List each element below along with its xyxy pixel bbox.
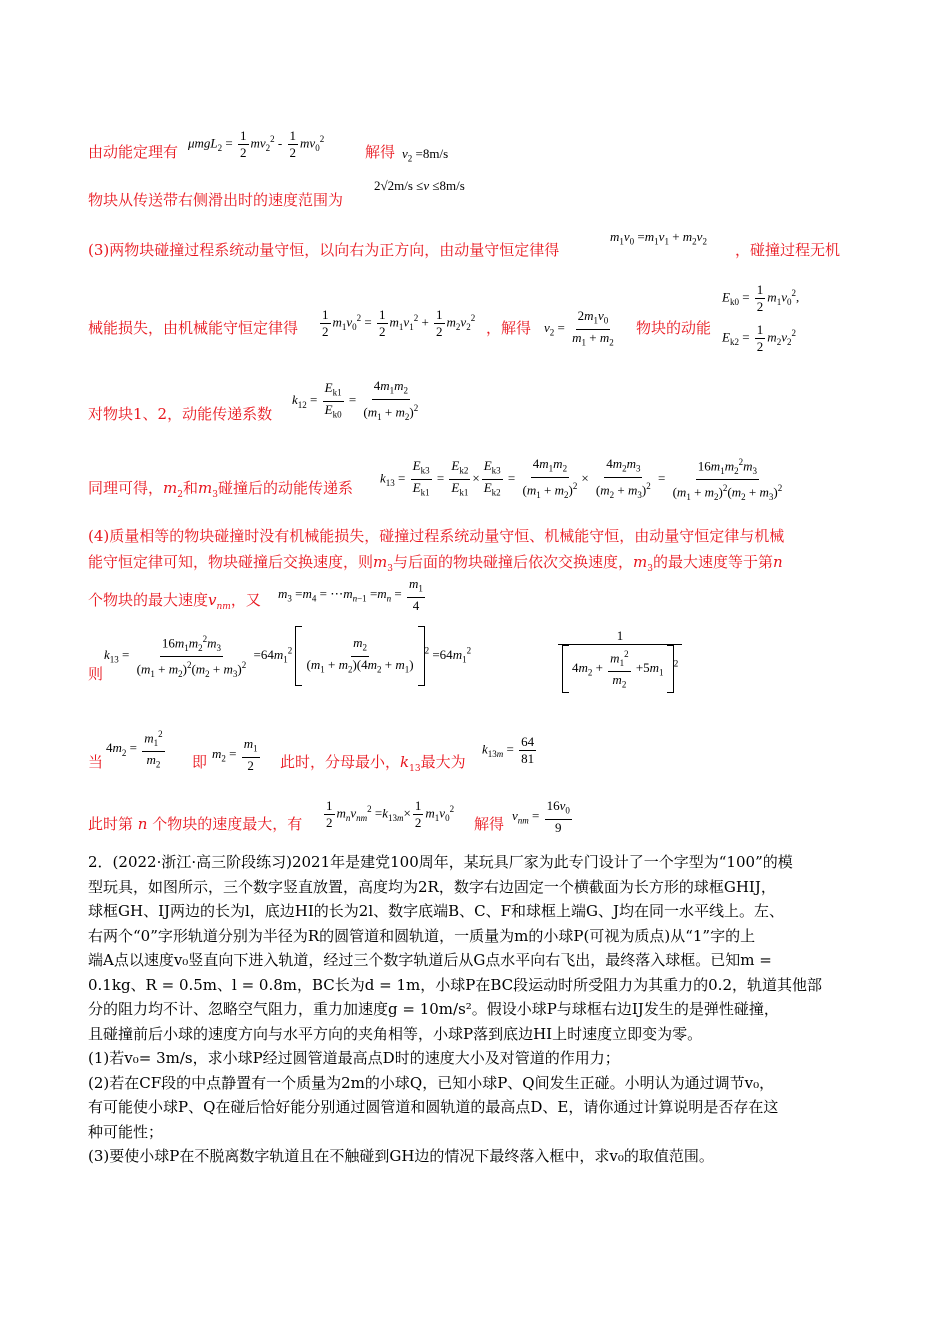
formula-ek2: $E_{k2}$ = $\frac{1}{2}$ $m_2v_2^2$ [722,322,796,354]
solution-part4-line3: 个物块的最大速度$v_{nm}$，又 [88,591,261,612]
solution-line-solve-velocity: 解得 [474,815,505,833]
solution-line-energy-solve: ，解得 [486,319,532,337]
solution-line-kinetic-solve: 解得 [365,143,396,161]
problem-2-line: 0.1kg、R = 0.5m、l = 0.8m，BC长为d = 1m，小球P在BC段运动时所受阻力为其重力的0.2，轨道其他部 [88,975,822,994]
problem-2-question-1: (1)若v₀= 3m/s，求小球P经过圆管道最高点D时的速度大小及对管道的作用力； [88,1049,620,1067]
formula-mass-chain: $m_3 =m_4$ = $\cdots m_{n-1} =m_n$ = $\frac{m_1}{4}$ [278,576,423,613]
solution-line-coefficient: 对物块1、2，动能传递系数 [88,405,273,423]
formula-m2-value: $m_2$ = $\frac{m_1}{2}$ [212,736,258,773]
formula-speed-range: 2√2m/s ≤v ≤8m/s [374,178,465,193]
problem-2-line: 右两个“0”字形轨道分别为半径为R的圆管道和圆轨道，一质量为m的小球P(可视为质点)从“1”字的上 [88,926,756,945]
problem-2-line: 分的阻力均不计、忽略空气阻力，重力加速度g = 10m/s²。假设小球P与球框右边IJ发生的是弹性碰撞， [88,1000,779,1018]
solution-line-kinetic-energy: 物块的动能 [636,319,712,337]
formula-k13-expanded: $k_{13}$ = $\frac{16m_1m_2^2m_3}{(m_1 + m_2)^2(m_2 + m_3)^2}$ $=64m_1^2$ $\frac{m_2}{(m_1 + m_2)(4m_2 + m_1)}$ $^2 =64m_1^2$ [104,626,471,686]
formula-energy-conservation: $\frac{1}{2}$ $m_1v_0^2$ = $\frac{1}{2}$ $m_1v_1^2$ + $\frac{1}{2}$ $m_2v_2^2$ [322,307,476,339]
problem-2-line: 球框GH、IJ两边的长为l，底边HI的长为2l、数字底端B、C、F和球框上端G、J均在同一水平线上。左、 [88,902,785,920]
formula-k13: $k_{13}$ = $\frac{E_{k3}}{E_{k1}}$ = $\frac{E_{k2}}{E_{k1}}$ × $\frac{E_{k3}}{E_{k2}}$ = $\frac{4m_1m_2}{(m_1 + m_2)^2}$ × $\frac{4m_2m_3}{(m_2 + m_3)^2}$ = $\frac{16m_1m_2^2m_3}{(m_1 + m_2)^2(m_2 + m_3)^2}$ [380,454,786,505]
problem-2-line: 2．(2022·浙江·高三阶段练习)2021年是建党100周年，某玩具厂家为此专门设计了一个字型为“100”的模 [88,853,793,871]
solution-part4-line1: (4)质量相等的物块碰撞时没有机械能损失，碰撞过程系统动量守恒、机械能守恒，由动量守恒定律与机械 [88,527,785,545]
solution-line-then: 则 [88,665,104,683]
formula-momentum: $m_1v_0 =m_1v_1 + m_2v_2$ [610,229,707,247]
solution-line-max-velocity: 此时第 n 个物块的速度最大，有 [88,815,303,833]
formula-max-velocity-energy: $\frac{1}{2}$ $m_nv_{nm}^2 =k_{13m}\times$ $\frac{1}{2}$ $m_1v_0^2$ [326,798,455,830]
problem-2-text [88,850,878,1169]
formula-kinetic-theorem: μmgL$_2$ = $\frac{1}{2}$ $mv_2^2$ - $\frac{1}{2}$ $mv_0^2$ [188,128,325,160]
problem-2-question-2: (2)若在CF段的中点静置有一个质量为2m的小球Q，已知小球P、Q间发生正碰。小明认为通过调节v₀， [88,1073,775,1092]
problem-2-line: 且碰撞前后小球的速度方向与水平方向的夹角相等，小球P落到底边HI上时速度立即变为零。 [88,1024,703,1043]
formula-v2-result: $v_2 =8m/s$ [402,146,449,164]
formula-v2-expression: $v_2$ = $\frac{2m_1v_0}{m_1 + m_2}$ [544,308,614,348]
solution-line-min-denominator: 此时，分母最小，$k_{13}$最大为 [280,753,466,774]
formula-vnm: $v_{nm}$ = $\frac{16v_0}{9}$ [512,798,570,835]
problem-2-line: 端A点以速度v₀竖直向下进入轨道，经过三个数字轨道后从G点水平向右飞出，最终落入球框。已知m = [88,951,772,969]
problem-2-line: 种可能性； [88,1122,164,1141]
problem-2-line: 型玩具，如图所示，三个数字竖直放置，高度均为2R，数字右边固定一个横截面为长方形的球框GHIJ， [88,877,776,896]
formula-k12: $k_{12}$ = $\frac{E_{k1}}{E_{k0}}$ = $\frac{4m_1m_2}{(m_1 + m_2)^2}$ [292,378,419,422]
solution-line-energy: 械能损失，由机械能守恒定律得 [88,319,299,337]
solution-line-speed-range: 物块从传送带右侧滑出时的速度范围为 [88,191,344,209]
solution-line-that-is: 即 [192,753,208,771]
solution-part4-line2: 能守恒定律可知，物块碰撞后交换速度，则$m_3$与后面的物块碰撞后依次交换速度，$m_3$的最大速度等于第n [88,553,783,574]
solution-line-kinetic-theorem: 由动能定理有 [88,143,179,161]
formula-ek0: $E_{k0}$ = $\frac{1}{2}$ $m_1v_0^2$, [722,282,800,314]
formula-k13-denominator: 1 $4m_2$ + $\frac{m_1^2}{m_2}$ $+5m_1$ $^2$ [556,628,684,693]
solution-line-k13: 同理可得，$m_2$和$m_3$碰撞后的动能传递系 [88,479,353,500]
solution-line-when: 当 [88,753,104,771]
formula-k13m: $k_{13m}$ = $\frac{64}{81}$ [482,734,535,766]
solution-line-momentum-tail: ，碰撞过程无机 [735,241,841,259]
solution-line-momentum: (3)两物块碰撞过程系统动量守恒，以向右为正方向，由动量守恒定律得 [88,241,560,259]
problem-2-question-3: (3)要使小球P在不脱离数字轨道且在不触碰到GH边的情况下最终落入框中，求v₀的取值范围。 [88,1147,714,1165]
problem-2-line: 有可能使小球P、Q在碰后恰好能分别通过圆管道和圆轨道的最高点D、E，请你通过计算说明是否存在这 [88,1098,779,1116]
formula-when-condition: $4m_2$ = $\frac{m_1^2}{m_2}$ [106,726,167,773]
